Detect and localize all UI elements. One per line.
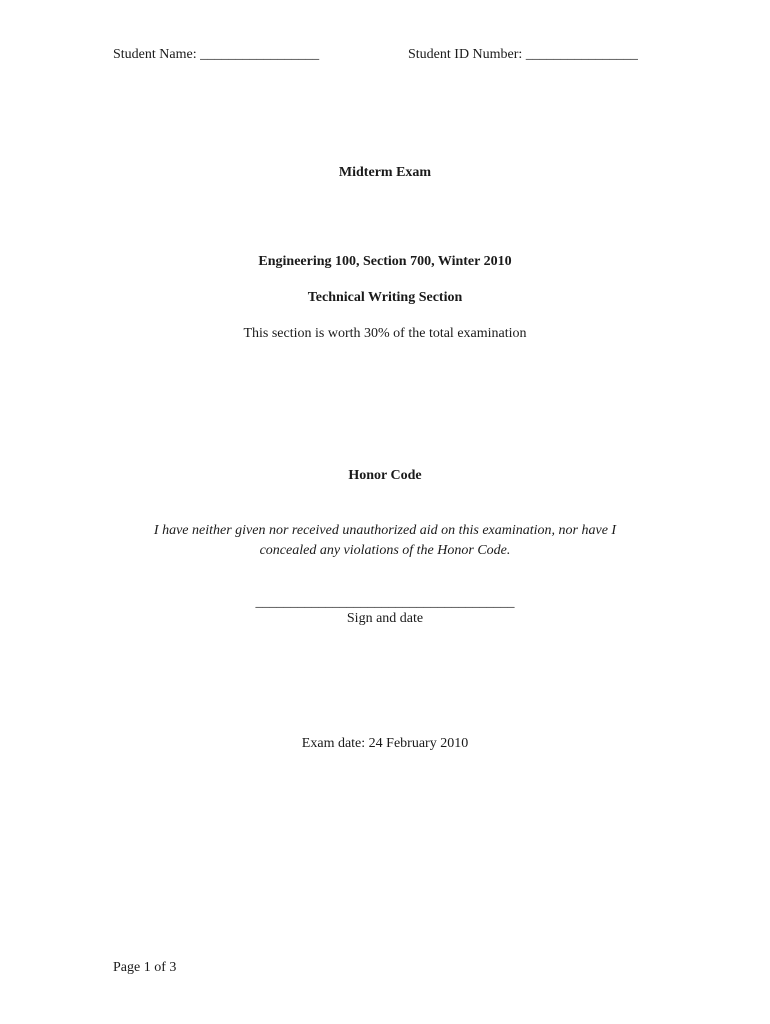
page-title: Midterm Exam [338,165,432,180]
student-id-field: Student ID Number: ________________ [408,47,638,62]
honor-code-line-1: I have neither given nor received unauthorized aid on this examination, nor have I [153,523,617,538]
course-heading: Engineering 100, Section 700, Winter 2010 [258,254,512,269]
signature-line: _____________________________________ [255,595,515,610]
section-worth-note: This section is worth 30% of the total examination [243,326,527,341]
honor-code-statement [0,521,770,561]
student-name-field: Student Name: _________________ [113,47,320,62]
exam-date: Exam date: 24 February 2010 [301,736,469,751]
signature-label: Sign and date [346,611,424,626]
section-heading: Technical Writing Section [307,290,463,305]
honor-code-line-2: concealed any violations of the Honor Code. [259,543,511,558]
page-number: Page 1 of 3 [113,960,177,975]
honor-code-heading: Honor Code [348,468,422,483]
